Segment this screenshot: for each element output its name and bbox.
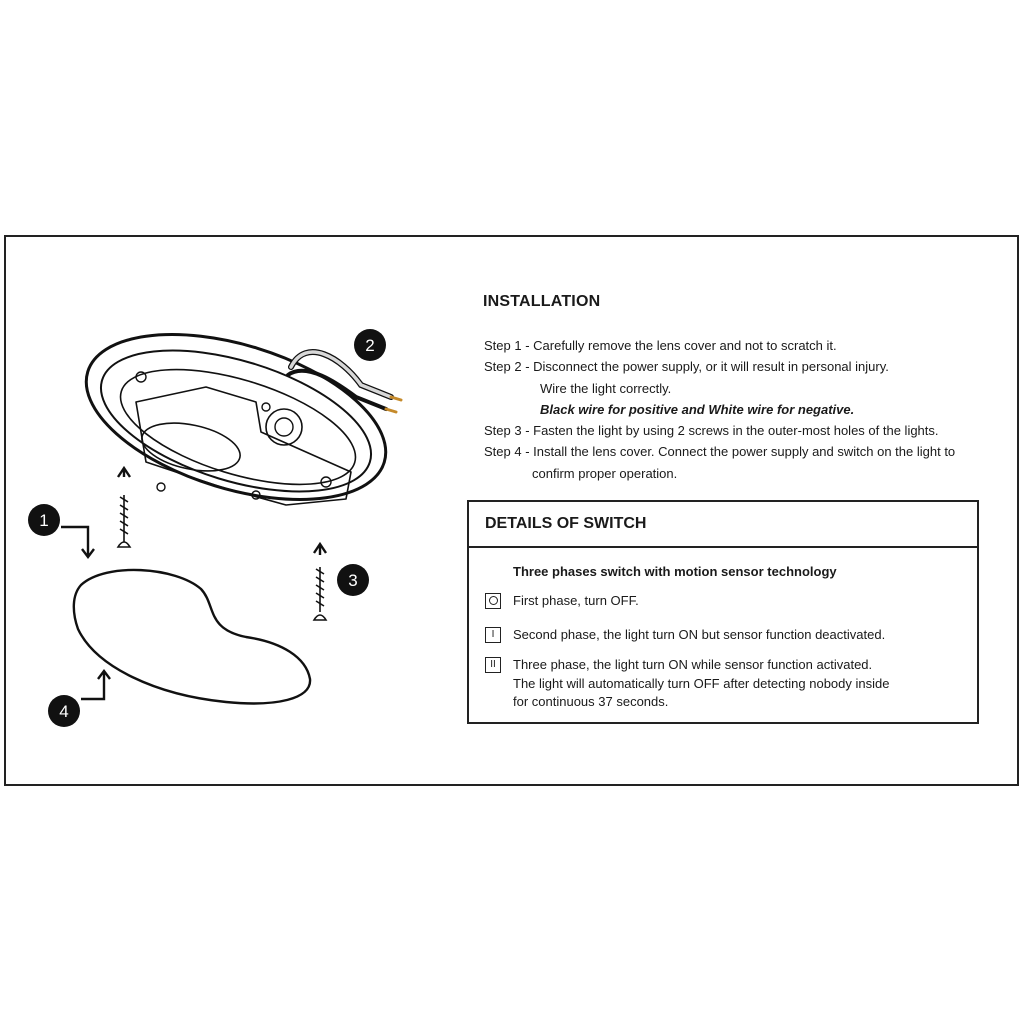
step-4-continuation: confirm proper operation. — [532, 465, 678, 481]
callout-arrow-1 — [61, 527, 94, 557]
step-2-detail: Wire the light correctly. — [540, 380, 672, 396]
on-symbol-icon: I — [485, 627, 501, 643]
instruction-panel — [4, 235, 1019, 786]
phase-off-text: First phase, turn OFF. — [513, 593, 639, 608]
installation-steps — [484, 335, 955, 484]
svg-text:4: 4 — [59, 702, 69, 721]
phase-sensor-text-3: for continuous 37 seconds. — [513, 694, 669, 709]
phase-on — [485, 626, 885, 645]
phase-sensor-text-2: The light will automatically turn OFF after detecting nobody inside — [513, 675, 890, 691]
switch-details-box — [467, 500, 979, 724]
step-1-text: Step 1 - Carefully remove the lens cover and not to scratch it. — [484, 338, 837, 353]
callout-3 — [337, 564, 369, 596]
callout-4 — [48, 695, 80, 727]
step-4-text: Step 4 - Install the lens cover. Connect the power supply and switch on the light to — [484, 444, 956, 460]
off-symbol-icon — [485, 593, 501, 609]
light-fixture — [67, 303, 406, 531]
phase-off — [485, 592, 639, 611]
switch-details-title: DETAILS OF SWITCH — [469, 502, 977, 548]
wire-polarity-note: Black wire for positive and White wire for negative. — [540, 401, 855, 417]
screw-left — [118, 468, 130, 547]
phase-sensor — [485, 656, 889, 712]
svg-text:1: 1 — [39, 511, 49, 530]
step-3-text: Step 3 - Fasten the light by using 2 screws in the outer-most holes of the lights. — [484, 423, 939, 439]
sensor-symbol-icon: II — [485, 657, 501, 673]
installation-title: INSTALLATION — [483, 293, 601, 310]
switch-subtitle: Three phases switch with motion sensor technology — [513, 564, 837, 579]
step-2-text: Step 2 - Disconnect the power supply, or it will result in personal injury. — [484, 359, 889, 375]
callout-arrow-4 — [81, 671, 110, 699]
callout-1 — [28, 504, 60, 536]
screw-right — [314, 544, 326, 620]
callout-2 — [354, 329, 386, 361]
phase-sensor-text-1: Three phase, the light turn ON while sensor function activated. — [513, 657, 873, 672]
svg-text:3: 3 — [348, 571, 358, 590]
lens-cover — [74, 570, 310, 703]
installation-illustration — [6, 237, 466, 784]
phase-on-text: Second phase, the light turn ON but sensor function deactivated. — [513, 627, 886, 642]
svg-text:2: 2 — [365, 336, 375, 355]
